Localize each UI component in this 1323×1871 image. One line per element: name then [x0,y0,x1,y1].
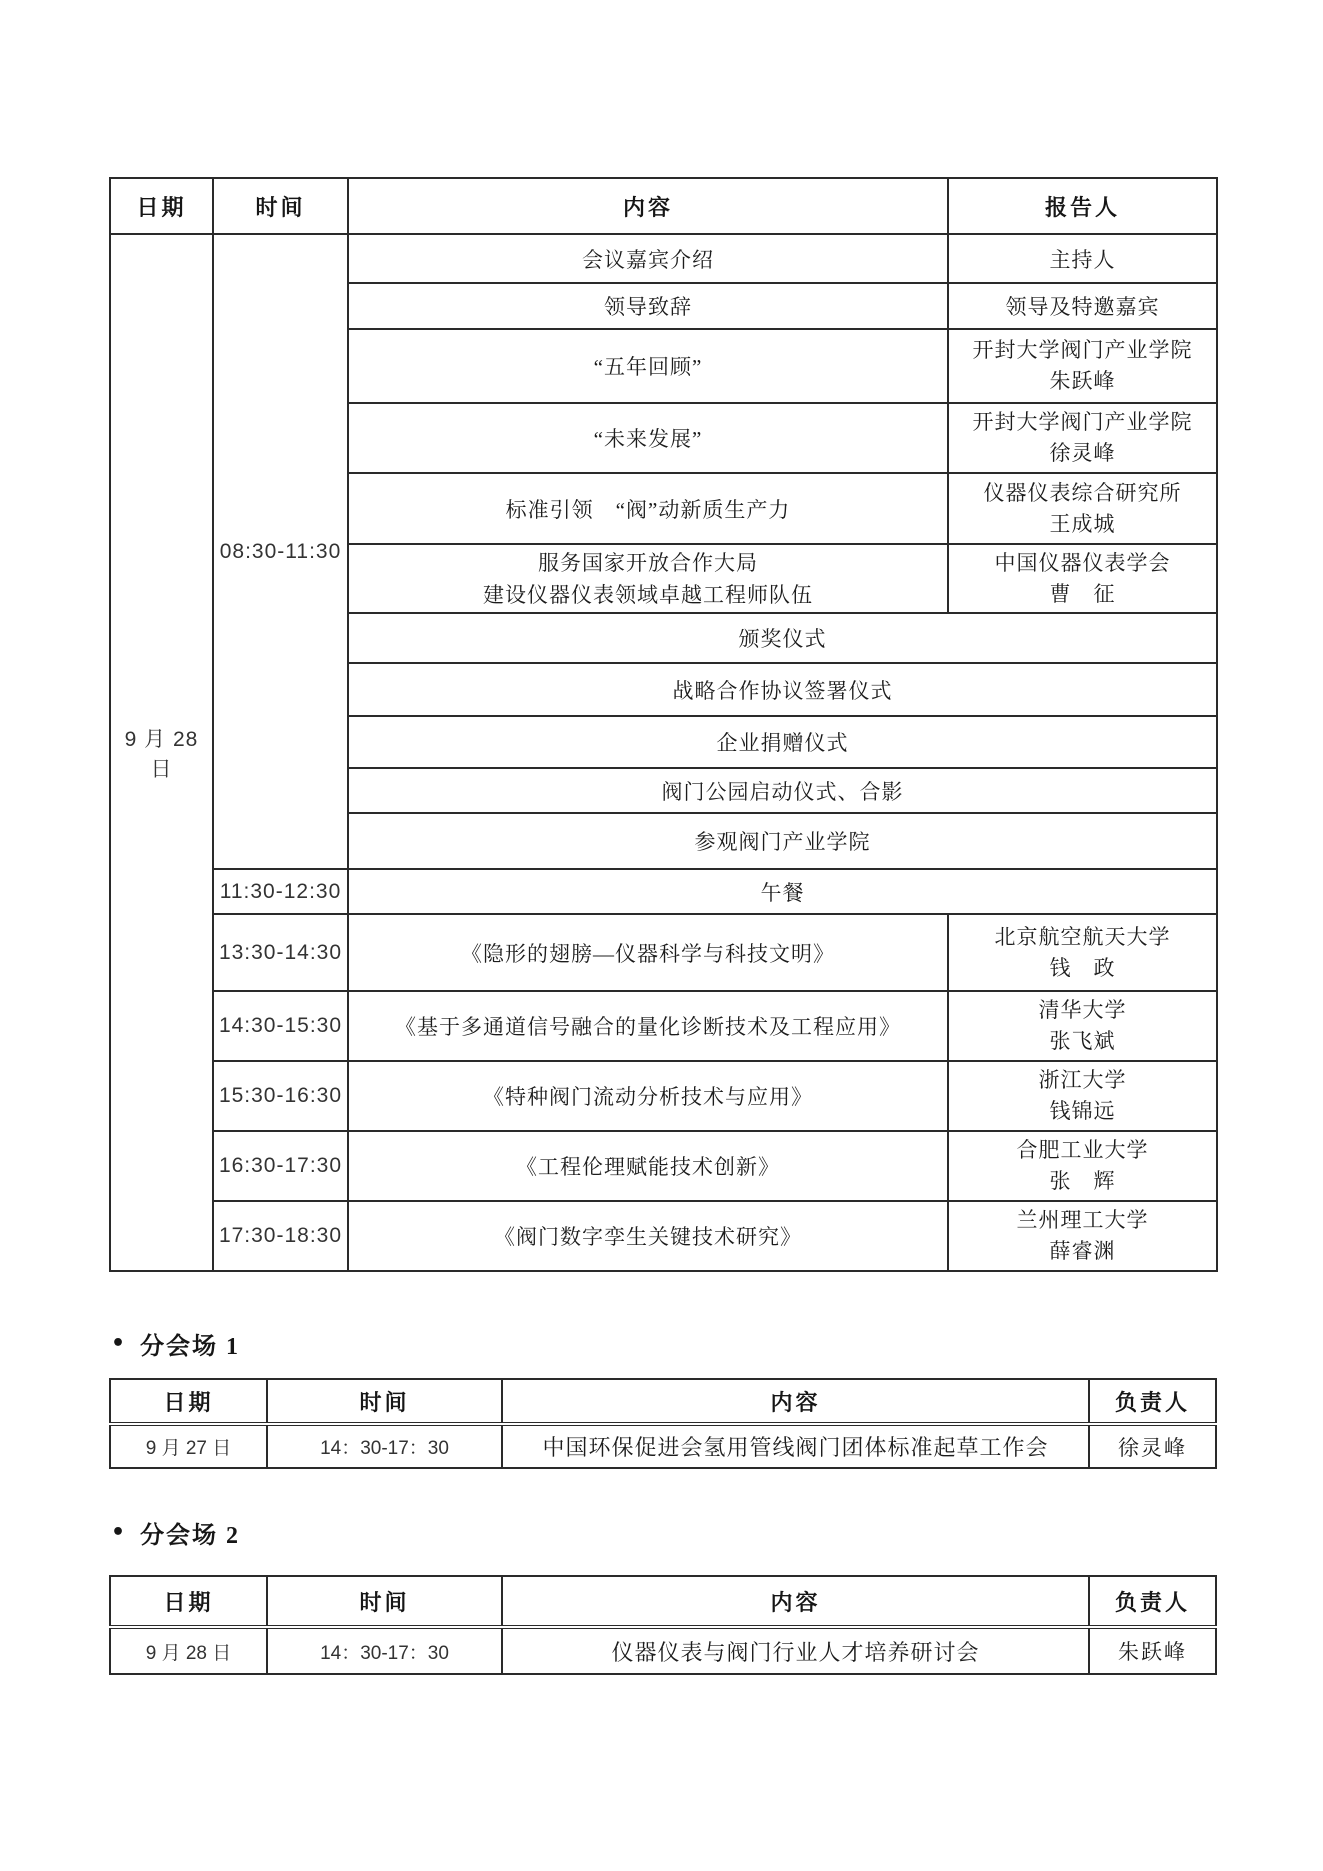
presenter-cell: 领导及特邀嘉宾 [948,283,1217,329]
bullet-icon: • [111,1519,128,1545]
date-cell: 9 月 28 日 [110,1627,267,1674]
content-cell: 领导致辞 [348,283,948,329]
bullet-icon: • [111,1330,128,1356]
subvenue-1-title: 分会场 1 [140,1333,241,1360]
content-cell: 阀门公园启动仪式、合影 [348,768,1217,813]
table-row [110,1424,1216,1468]
subvenue-2-table [109,1575,1217,1675]
presenter-cell [948,329,1217,403]
morning-time-cell: 08:30-11:30 [213,234,348,869]
content-cell: 《工程伦理赋能技术创新》 [348,1131,948,1201]
content-cell: 参观阀门产业学院 [348,813,1217,869]
date-cell: 9 月 28 日 [110,234,213,1271]
content-cell: “未来发展” [348,403,948,473]
presenter-org: 兰州理工大学 [1016,1208,1149,1232]
main-header-row [110,178,1217,234]
sub-header-time: 时间 [267,1379,502,1424]
main-schedule-table [109,177,1218,1272]
sub-header-content: 内容 [502,1576,1089,1627]
presenter-name: 王成城 [1049,511,1116,536]
leader-cell: 徐灵峰 [1089,1424,1216,1468]
time-cell: 14：30-17：30 [267,1424,502,1468]
content-cell: 午餐 [348,869,1217,914]
presenter-cell [948,1201,1217,1271]
time-cell: 16:30-17:30 [213,1131,348,1201]
subvenue-1-heading [111,1326,240,1360]
sub-header-leader: 负责人 [1089,1576,1216,1627]
presenter-cell [948,1061,1217,1131]
subvenue-2-title: 分会场 2 [140,1522,241,1549]
presenter-cell [948,473,1217,544]
leader-cell: 朱跃峰 [1089,1627,1216,1674]
content-cell: 标准引领 “阀”动新质生产力 [348,473,948,544]
content-cell: 中国环保促进会氢用管线阀门团体标准起草工作会 [502,1424,1089,1468]
content-cell: 战略合作协议签署仪式 [348,663,1217,716]
presenter-cell: 主持人 [948,234,1217,283]
table-row [110,991,1217,1061]
sub-header-time: 时间 [267,1576,502,1627]
presenter-org: 北京航空航天大学 [994,924,1171,949]
presenter-name: 曹 征 [1049,581,1116,606]
presenter-cell [948,403,1217,473]
time-cell: 13:30-14:30 [213,914,348,991]
presenter-name: 张飞斌 [1049,1029,1116,1053]
content-cell: 《隐形的翅膀—仪器科学与科技文明》 [348,914,948,991]
table-row [110,869,1217,914]
content-cell: 颁奖仪式 [348,613,1217,663]
time-cell: 17:30-18:30 [213,1201,348,1271]
content-cell: “五年回顾” [348,329,948,403]
time-cell: 11:30-12:30 [213,869,348,914]
content-cell: 《阀门数字孪生关键技术研究》 [348,1201,948,1271]
sub-header-date: 日期 [110,1576,267,1627]
time-cell: 14:30-15:30 [213,991,348,1061]
presenter-org: 开封大学阀门产业学院 [972,410,1193,434]
content-cell: 会议嘉宾介绍 [348,234,948,283]
content-cell: 仪器仪表与阀门行业人才培养研讨会 [502,1627,1089,1674]
presenter-name: 朱跃峰 [1049,369,1116,393]
presenter-cell [948,914,1217,991]
time-cell: 15:30-16:30 [213,1061,348,1131]
presenter-org: 清华大学 [1038,998,1127,1022]
presenter-org: 开封大学阀门产业学院 [972,338,1193,362]
table-row [110,914,1217,991]
table-row [110,1061,1217,1131]
sub-header-date: 日期 [110,1379,267,1424]
subvenue-1-header-row [110,1379,1216,1424]
main-header-content: 内容 [348,178,948,234]
presenter-cell [948,1131,1217,1201]
presenter-name: 薛睿渊 [1049,1239,1116,1263]
content-cell: 《基于多通道信号融合的量化诊断技术及工程应用》 [348,991,948,1061]
main-header-date: 日期 [110,178,213,234]
presenter-org: 浙江大学 [1038,1068,1127,1092]
time-cell: 14：30-17：30 [267,1627,502,1674]
subvenue-1-table [109,1378,1217,1469]
sub-header-content: 内容 [502,1379,1089,1424]
presenter-cell [948,544,1217,613]
table-row [110,1131,1217,1201]
main-header-presenter: 报告人 [948,178,1217,234]
table-row [110,1201,1217,1271]
main-header-time: 时间 [213,178,348,234]
presenter-org: 中国仪器仪表学会 [994,550,1171,575]
presenter-org: 仪器仪表综合研究所 [983,480,1182,505]
presenter-org: 合肥工业大学 [1016,1138,1149,1162]
subvenue-2-header-row [110,1576,1216,1627]
date-cell: 9 月 27 日 [110,1424,267,1468]
presenter-name: 徐灵峰 [1049,441,1116,465]
content-cell [348,544,948,613]
content-cell: 《特种阀门流动分析技术与应用》 [348,1061,948,1131]
sub-header-leader: 负责人 [1089,1379,1216,1424]
table-row [110,1627,1216,1674]
table-row [110,234,1217,283]
subvenue-2-heading [111,1515,240,1549]
presenter-name: 张 辉 [1049,1169,1116,1193]
content-cell: 企业捐赠仪式 [348,716,1217,768]
presenter-cell [948,991,1217,1061]
content-line: 服务国家开放合作大局 [538,550,758,575]
presenter-name: 钱锦远 [1049,1099,1116,1123]
content-line: 建设仪器仪表领域卓越工程师队伍 [483,582,813,607]
presenter-name: 钱 政 [1049,955,1116,980]
